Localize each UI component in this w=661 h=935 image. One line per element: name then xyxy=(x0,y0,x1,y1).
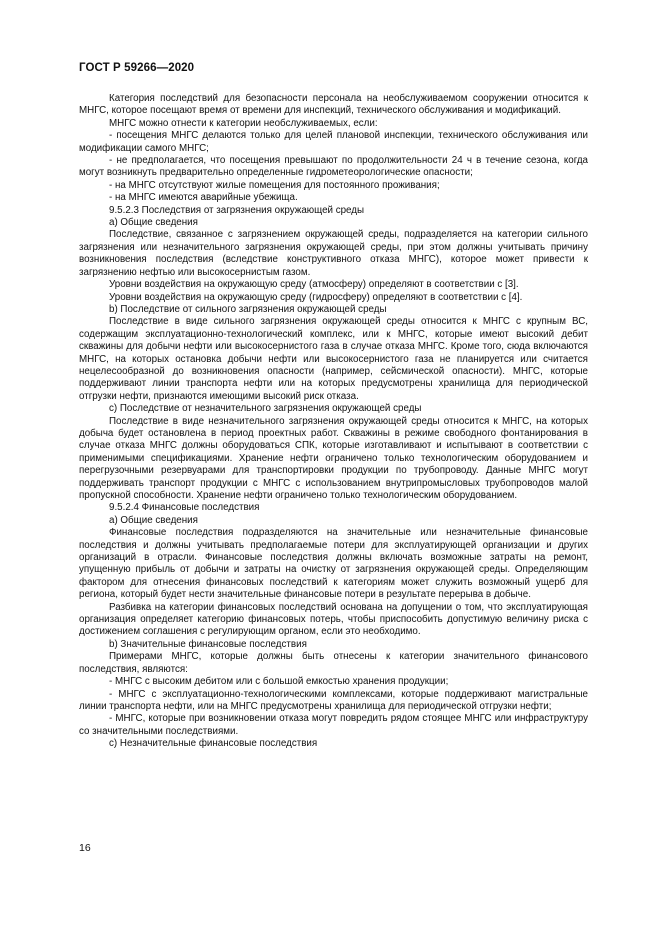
paragraph: МНГС можно отнести к категории необслуживаемых, если: xyxy=(109,117,378,129)
paragraph: Последствие, связанное с загрязнением окружающей среды, подразделяется на категории сильного загрязнения или незначительного загрязнения окружающей среды, при этом должны учитывать причину возникновения последствия (вследствие конструктивного отказа МНГС), которое может привести к загрязнению нефтью или высокосернистым газом. xyxy=(79,229,588,278)
paragraph: Категория последствий для безопасности персонала на необслуживаемом сооружении относится к МНГС, которое посещают время от времени для инспекций, технического обслуживания и модификаций. xyxy=(79,93,588,117)
document-header: ГОСТ Р 59266—2020 xyxy=(79,62,195,74)
list-item: - на МНГС имеются аварийные убежища. xyxy=(109,192,298,204)
paragraph: Последствие в виде незначительного загрязнения окружающей среды относится к МНГС, на которых добыча будет остановлена в период проектных работ. Скважины в режиме свободного фонтанирования в случае отказа МНГС должны оборудоваться СПК, которые изготавливают и испытывают в соответствии с применимыми спецификациями. Хранение нефти ограничено только технологическим оборудованием и перегрузочными резервуарами для транспортировки продукции по трубопроводу. Данные МНГС могут поддерживать транспорт продукции с МНГС с использованием внутрипромысловых трубопроводов малой пропускной способности. Хранение нефти ограничено только технологическим оборудованием. xyxy=(79,415,588,501)
subsection-heading: а) Общие сведения xyxy=(109,514,198,526)
paragraph: Уровни воздействия на окружающую среду (гидросферу) определяют в соответствии с [4]. xyxy=(109,291,523,303)
list-item: - МНГС с высоким дебитом или с большой емкостью хранения продукции; xyxy=(109,676,449,688)
page-number: 16 xyxy=(79,842,91,854)
list-item: - посещения МНГС делаются только для целей плановой инспекции, технического обслуживания или модификации самого МНГС; xyxy=(79,130,588,154)
section-heading: 9.5.2.3 Последствия от загрязнения окружающей среды xyxy=(109,204,365,216)
subsection-heading: b) Значительные финансовые последствия xyxy=(109,638,307,650)
paragraph: Финансовые последствия подразделяются на значительные или незначительные финансовые последствия и должны учитывать предполагаемые потери для эксплуатирующей организации и других организаций в отрасли. Финансовые последствия должны включать возможные затраты на ремонт, упущенную прибыль от добычи и затраты на очистку от загрязнения окружающей среды. Определяющим фактором для отнесения финансовых последствий к категориям может служить возможный ущерб для региона, который будет нести значительные финансовые потери в результате перерыва в добыче. xyxy=(79,527,588,601)
paragraph: Последствие в виде сильного загрязнения окружающей среды относится к МНГС с крупным ВС, содержащим эксплуатационно-технологический комплекс, или к МНГС, которые имеют высокий дебит скважины для добычи нефти или высокосернистого газа в случае отказа МНГС. Кроме того, сюда включаются МНГС, на которых остановка добычи нефти или высокосернистого газа не планируется или считается нецелесообразной до возникновения опасности (например, сейсмической опасности). МНГС, которые поддерживают линии транспорта нефти или на которых предусмотрены хранилища для периодической отгрузки нефти, признаются имеющими высокий риск отказа. xyxy=(79,316,588,402)
paragraph: Уровни воздействия на окружающую среду (атмосферу) определяют в соответствии с [3]. xyxy=(109,279,519,291)
paragraph: Примерами МНГС, которые должны быть отнесены к категории значительного финансового последствия, являются: xyxy=(79,651,588,675)
section-heading: 9.5.2.4 Финансовые последствия xyxy=(109,502,260,514)
list-item: - на МНГС отсутствуют жилые помещения для постоянного проживания; xyxy=(109,179,440,191)
list-item: - МНГС с эксплуатационно-технологическими комплексами, которые поддерживают магистральные линии транспорта нефти, или на МНГС предусмотрены хранилища для периодической отгрузки нефти; xyxy=(79,688,588,712)
subsection-heading: с) Незначительные финансовые последствия xyxy=(109,738,318,750)
list-item: - МНГС, которые при возникновении отказа могут повредить рядом стоящее МНГС или инфраструктуру со значительными последствиями. xyxy=(79,713,588,737)
subsection-heading: а) Общие сведения xyxy=(109,217,198,229)
document-body xyxy=(79,93,588,751)
paragraph: Разбивка на категории финансовых последствий основана на допущении о том, что эксплуатирующая организация определяет категорию финансовых потерь, чтобы приспособить допустимую величину риска с достижением соглашения с регулирующим органом, если это необходимо. xyxy=(79,601,588,638)
subsection-heading: с) Последствие от незначительного загрязнения окружающей среды xyxy=(109,403,422,415)
list-item: - не предполагается, что посещения превышают по продолжительности 24 ч в течение сезона, когда могут возникнуть предварительно определенные гидрометеорологические опасности; xyxy=(79,155,588,179)
subsection-heading: b) Последствие от сильного загрязнения окружающей среды xyxy=(109,303,387,315)
